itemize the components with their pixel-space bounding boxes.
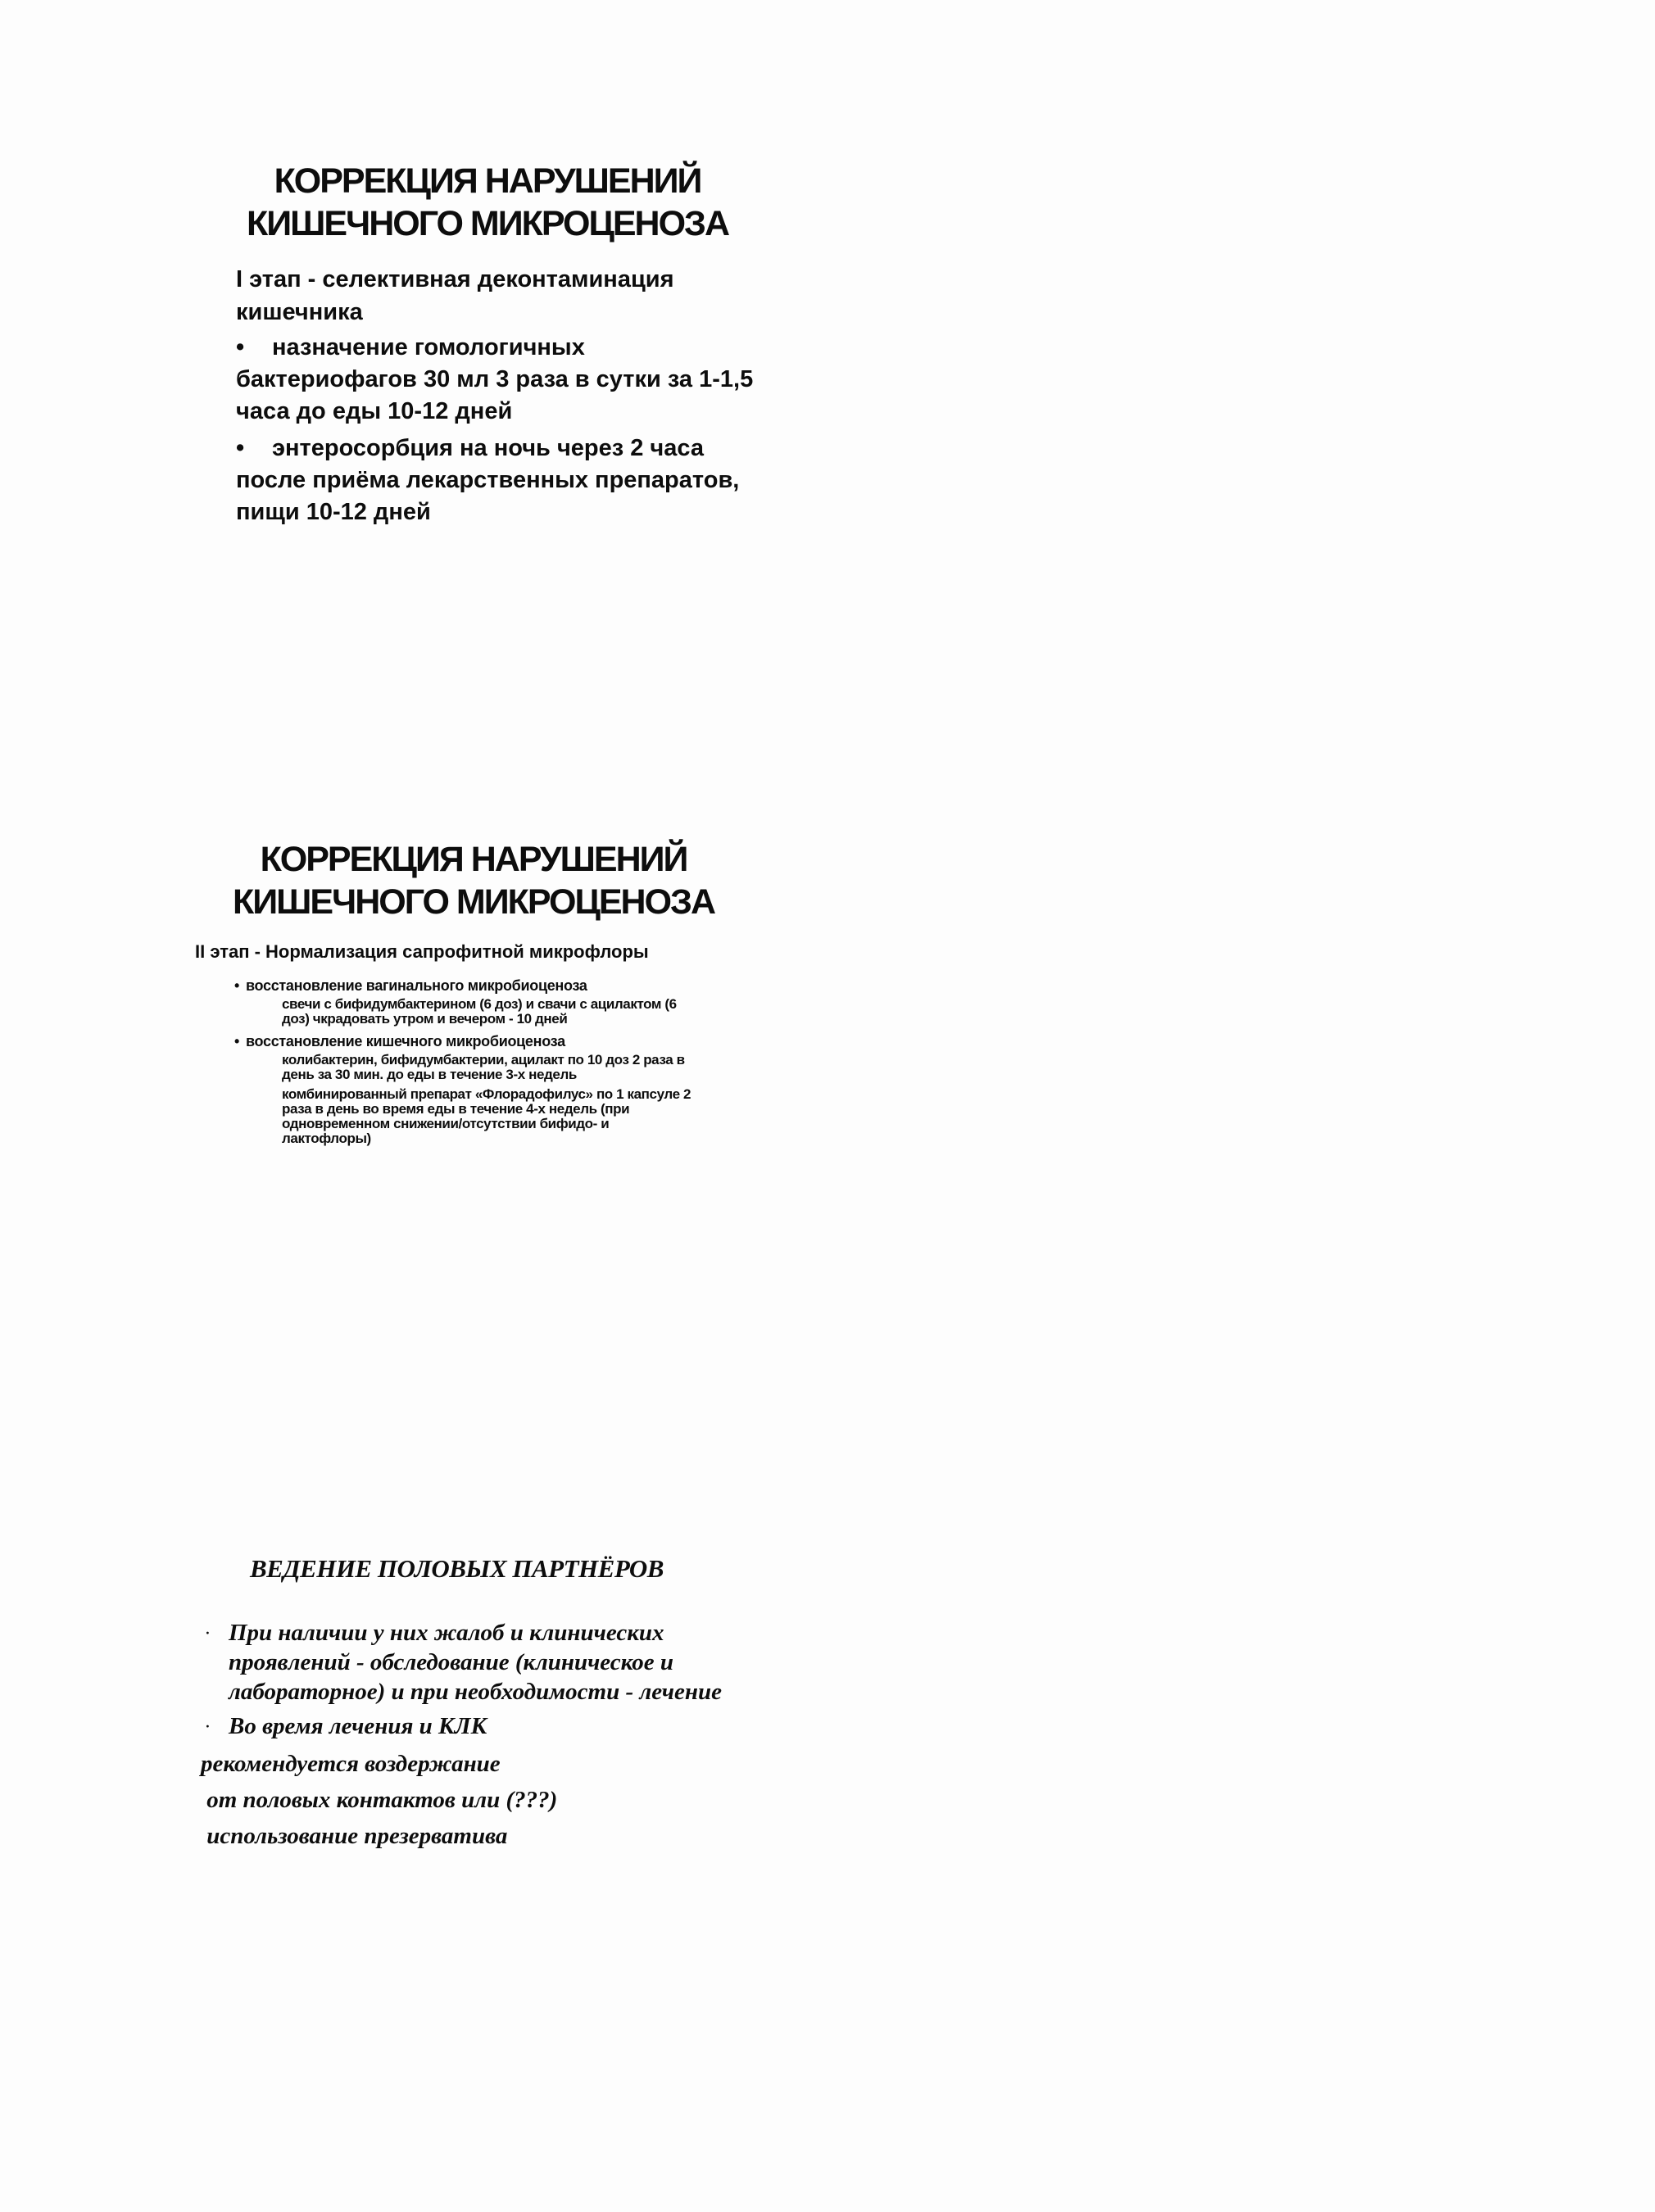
title-line-1: КОРРЕКЦИЯ НАРУШЕНИЙ — [260, 840, 687, 879]
bullet-icon: • — [234, 1033, 240, 1049]
continuation-line: рекомендуется воздержание — [201, 1751, 501, 1777]
sub-item: свечи с бифидумбактерином (6 доз) и свачи с ацилактом (6 доз) чкрадовать утром и вечером - 10 дней — [282, 996, 677, 1027]
slide-title — [229, 160, 746, 245]
stage-heading: II этап - Нормализация сапрофитной микрофлоры — [195, 941, 649, 962]
section-vaginal — [234, 976, 769, 995]
list-item — [201, 1618, 758, 1707]
slide-title — [195, 838, 752, 923]
bullet-icon: • — [234, 977, 240, 994]
section-intestinal — [234, 1031, 769, 1051]
list-item-text: При наличии у них жалоб и клинических проявлений - обследование (клиническое и лабораторное) и при необходимости - лечение — [229, 1620, 722, 1705]
title-line-2: КИШЕЧНОГО МИКРОЦЕНОЗА — [246, 204, 729, 243]
list-item — [201, 1711, 758, 1741]
continuation-line: от половых контактов или (???) — [201, 1787, 558, 1813]
slide-1 — [229, 160, 754, 533]
section-heading-text: восстановление вагинального микробиоценоза — [246, 977, 587, 994]
sub-item: колибактерин, бифидумбактерии, ацилакт по 10 доз 2 раза в день за 30 мин. до еды в течение 3-х недель — [282, 1052, 685, 1082]
bullet-icon: • — [236, 435, 245, 461]
stage-heading: I этап - селективная деконтаминация кишечника — [236, 266, 674, 325]
section-heading-text: восстановление кишечного микробиоценоза — [246, 1033, 565, 1049]
bullet-icon: · — [206, 1625, 210, 1641]
continuation-line: использование презерватива — [201, 1823, 508, 1849]
list-item — [236, 332, 754, 428]
section-heading — [234, 1031, 769, 1051]
title-line-2: КИШЕЧНОГО МИКРОЦЕНОЗА — [232, 882, 715, 922]
slide-2 — [195, 838, 769, 1151]
list-item — [236, 433, 754, 528]
list-item-text: энтеросорбция на ночь через 2 часа после приёма лекарственных препаратов, пищи 10-12 дней — [236, 435, 740, 525]
list-item-text: Во время лечения и КЛК — [229, 1713, 487, 1739]
bullet-icon: • — [236, 334, 245, 360]
list-item-text: назначение гомологичных бактериофагов 30 мл 3 раза в сутки за 1-1,5 часа до еды 10-12 дней — [236, 334, 754, 424]
section-heading — [234, 976, 769, 995]
title-line-1: КОРРЕКЦИЯ НАРУШЕНИЙ — [274, 161, 701, 201]
slide-title: ВЕДЕНИЕ ПОЛОВЫХ ПАРТНЁРОВ — [250, 1554, 664, 1583]
slide-3 — [201, 1552, 758, 1854]
bullet-icon: · — [206, 1718, 210, 1734]
sub-item: комбинированный препарат «Флорадофилус» по 1 капсуле 2 раза в день во время еды в течение 4-х недель (при одновременном снижении/отсутствии бифидо- и лактофлоры) — [282, 1086, 691, 1146]
